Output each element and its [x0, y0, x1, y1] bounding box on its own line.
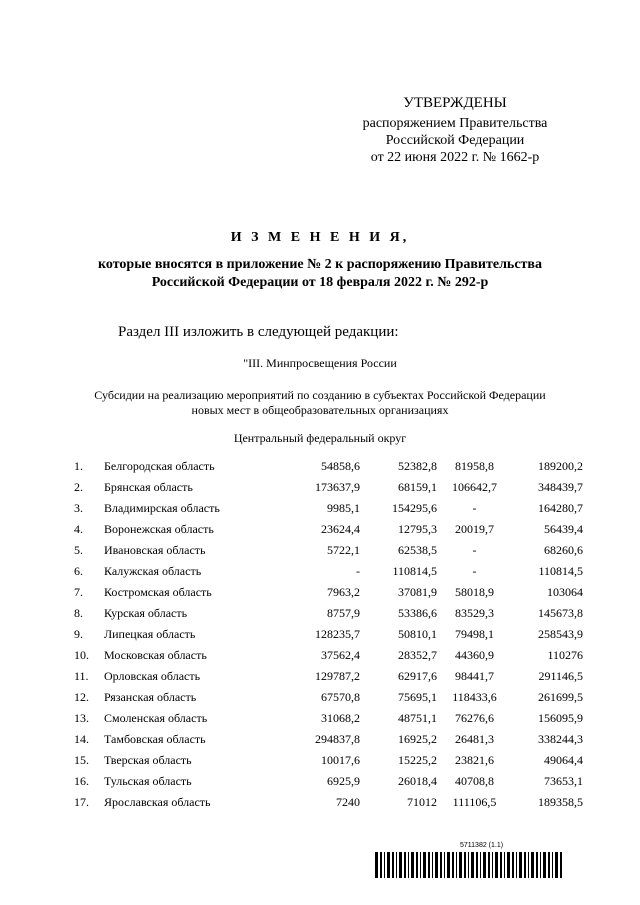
cell-v2: 53386,6 [398, 606, 437, 620]
cell-v3: 81958,8 [455, 459, 494, 473]
cell-n: 10. [74, 648, 89, 662]
cell-v2: 68159,1 [398, 480, 437, 494]
cell-v3: 111106,5 [452, 795, 497, 809]
table-row [74, 519, 583, 540]
document-subtitle [0, 256, 640, 292]
cell-name: Рязанская область [104, 690, 197, 704]
cell-v4: 156095,9 [538, 711, 583, 725]
cell-v4: 348439,7 [538, 480, 583, 494]
cell-v3: 40708,8 [455, 774, 494, 788]
cell-v2: 62917,6 [398, 669, 437, 683]
cell-v1: 54858,6 [321, 459, 360, 473]
cell-v2: 26018,4 [398, 774, 437, 788]
table-row [74, 729, 583, 750]
cell-n: 12. [74, 690, 89, 704]
cell-v3: 106642,7 [452, 480, 497, 494]
cell-v2: 71012 [407, 795, 437, 809]
subsidy-line-2: новых мест в общеобразовательных организациях [191, 403, 449, 417]
cell-v3: 26481,3 [455, 732, 494, 746]
cell-n: 3. [74, 501, 83, 515]
cell-v3: 58018,9 [455, 585, 494, 599]
cell-name: Брянская область [104, 480, 193, 494]
table-row [74, 498, 583, 519]
cell-name: Курская область [104, 606, 188, 620]
cell-name: Смоленская область [104, 711, 208, 725]
cell-v2: 48751,1 [398, 711, 437, 725]
cell-n: 4. [74, 522, 83, 536]
cell-v4: 338244,3 [538, 732, 583, 746]
cell-name: Тверская область [104, 753, 192, 767]
cell-n: 9. [74, 627, 83, 641]
cell-v4: 145673,8 [538, 606, 583, 620]
subsidy-table [74, 456, 583, 813]
subtitle-line-2: Российской Федерации от 18 февраля 2022 г. № 292-р [151, 275, 489, 290]
cell-v2: 15225,2 [398, 753, 437, 767]
cell-v1: 67570,8 [321, 690, 360, 704]
cell-v3: 44360,9 [455, 648, 494, 662]
cell-v2: 75695,1 [398, 690, 437, 704]
cell-n: 15. [74, 753, 89, 767]
cell-name: Калужская область [104, 564, 202, 578]
cell-v4: 291146,5 [538, 669, 583, 683]
cell-v1: 8757,9 [327, 606, 360, 620]
cell-n: 16. [74, 774, 89, 788]
table-row [74, 645, 583, 666]
approval-line-2: Российской Федерации [385, 133, 525, 148]
cell-v4: 189358,5 [538, 795, 583, 809]
cell-v2: 154295,6 [392, 501, 437, 515]
cell-v3: 20019,7 [455, 522, 494, 536]
cell-n: 2. [74, 480, 83, 494]
table-row [74, 708, 583, 729]
cell-name: Ивановская область [104, 543, 206, 557]
cell-v1: 10017,6 [321, 753, 360, 767]
cell-v4: 110276 [547, 648, 583, 662]
cell-v4: 164280,7 [538, 501, 583, 515]
approval-line-1: распоряжением Правительства [362, 116, 548, 131]
cell-n: 13. [74, 711, 89, 725]
cell-v1: 7963,2 [327, 585, 360, 599]
section-instruction: Раздел III изложить в следующей редакции: [118, 324, 399, 340]
table-row [74, 540, 583, 561]
cell-v1: 294837,8 [315, 732, 360, 746]
cell-v2: 50810,1 [398, 627, 437, 641]
cell-v1: 7240 [336, 795, 360, 809]
table-row [74, 624, 583, 645]
cell-v1: 6925,9 [327, 774, 360, 788]
table-row [74, 771, 583, 792]
cell-name: Липецкая область [104, 627, 196, 641]
table-row [74, 456, 583, 477]
cell-v1: 31068,2 [321, 711, 360, 725]
table-row [74, 477, 583, 498]
cell-v1: 129787,2 [315, 669, 360, 683]
subtitle-line-1: которые вносятся в приложение № 2 к распоряжению Правительства [98, 257, 542, 272]
cell-name: Воронежская область [104, 522, 214, 536]
cell-v1: 5722,1 [327, 543, 360, 557]
cell-name: Белгородская область [104, 459, 215, 473]
cell-v4: 56439,4 [544, 522, 583, 536]
document-title: И З М Е Н Е Н И Я, [230, 230, 410, 245]
cell-v1: 173637,9 [315, 480, 360, 494]
approval-line-3: от 22 июня 2022 г. № 1662-р [370, 150, 540, 165]
district-heading: Центральный федеральный округ [233, 431, 407, 445]
cell-n: 14. [74, 732, 89, 746]
cell-name: Ярославская область [104, 795, 211, 809]
cell-v3: 79498,1 [455, 627, 494, 641]
cell-v2: 28352,7 [398, 648, 437, 662]
cell-n: 8. [74, 606, 83, 620]
cell-n: 1. [74, 459, 83, 473]
subsidy-heading [60, 388, 580, 418]
cell-name: Московская область [104, 648, 207, 662]
cell-v1: 9985,1 [327, 501, 360, 515]
table-row [74, 750, 583, 771]
cell-v4: 68260,6 [544, 543, 583, 557]
cell-n: 6. [74, 564, 83, 578]
cell-v4: 258543,9 [538, 627, 583, 641]
cell-n: 11. [74, 669, 89, 683]
cell-v1: 23624,4 [321, 522, 360, 536]
cell-n: 17. [74, 795, 89, 809]
cell-v3: 118433,6 [452, 690, 497, 704]
table-row [74, 792, 583, 813]
approval-block [340, 95, 570, 166]
barcode-icon [375, 852, 565, 878]
cell-v2: 62538,5 [398, 543, 437, 557]
cell-v4: 110814,5 [538, 564, 583, 578]
cell-name: Костромская область [104, 585, 212, 599]
cell-v2: 52382,8 [398, 459, 437, 473]
cell-v4: 261699,5 [538, 690, 583, 704]
cell-n: 5. [74, 543, 83, 557]
subsidy-line-1: Субсидии на реализацию мероприятий по созданию в субъектах Российской Федерации [94, 388, 546, 402]
cell-v3: - [472, 543, 477, 557]
table-row [74, 582, 583, 603]
cell-v1: - [356, 564, 360, 578]
cell-n: 7. [74, 585, 83, 599]
cell-v2: 37081,9 [398, 585, 437, 599]
cell-v4: 103064 [547, 585, 583, 599]
table-row [74, 666, 583, 687]
table-row [74, 603, 583, 624]
cell-v3: 98441,7 [455, 669, 494, 683]
document-code: 5711382 (1.1) [460, 842, 504, 849]
cell-v1: 128235,7 [315, 627, 360, 641]
cell-name: Владимирская область [104, 501, 220, 515]
ministry-heading: "III. Минпросвещения России [243, 356, 397, 370]
table-row [74, 687, 583, 708]
cell-v1: 37562,4 [321, 648, 360, 662]
cell-name: Тамбовская область [104, 732, 206, 746]
approval-heading: УТВЕРЖДЕНЫ [403, 95, 507, 111]
cell-v3: 23821,6 [455, 753, 494, 767]
cell-v4: 49064,4 [544, 753, 583, 767]
cell-v4: 73653,1 [544, 774, 583, 788]
cell-name: Орловская область [104, 669, 201, 683]
cell-v3: 83529,3 [455, 606, 494, 620]
cell-v2: 110814,5 [392, 564, 437, 578]
cell-v3: 76276,6 [455, 711, 494, 725]
subsidy-table-body [74, 456, 583, 813]
table-row [74, 561, 583, 582]
cell-v4: 189200,2 [538, 459, 583, 473]
cell-v2: 16925,2 [398, 732, 437, 746]
cell-v2: 12795,3 [398, 522, 437, 536]
cell-v3: - [472, 501, 477, 515]
cell-name: Тульская область [104, 774, 192, 788]
cell-v3: - [472, 564, 477, 578]
